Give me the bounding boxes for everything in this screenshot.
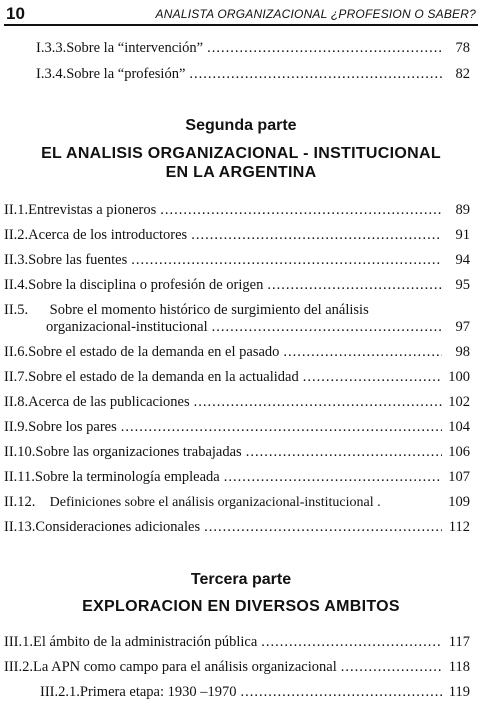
leader-dots: [131, 252, 442, 269]
toc-entry: [36, 66, 446, 83]
toc-entry-page: 98: [455, 344, 470, 360]
leader-dots: [189, 66, 442, 83]
leader-dots: [121, 419, 442, 436]
toc-entry-title: La APN como campo para el análisis organizacional: [33, 659, 337, 675]
toc-entry: [4, 469, 446, 486]
toc-entry-number: II.4.: [4, 277, 29, 293]
leader-dots: [194, 394, 442, 411]
page-number: 10: [6, 4, 25, 23]
toc-entry: [4, 202, 446, 219]
leader-dots: [283, 344, 442, 361]
toc-entry-page: 95: [455, 277, 470, 293]
toc-entry-title: Sobre la “profesión”: [66, 66, 186, 82]
toc-entry-page: 97: [455, 319, 470, 335]
toc-entry-title: Definiciones sobre el análisis organizacional-institucional .: [49, 495, 381, 510]
toc-entry-title: Entrevistas a pioneros: [28, 202, 157, 218]
toc-entry-title: Sobre los pares: [28, 419, 117, 435]
leader-dots: [267, 277, 442, 294]
leader-dots: [160, 202, 442, 219]
toc-entry-page: 118: [448, 659, 470, 675]
part-label: Tercera parte: [190, 571, 292, 588]
leader-dots: [241, 684, 442, 701]
part-title: EL ANALISIS ORGANIZACIONAL - INSTITUCIONAL: [41, 145, 441, 162]
leader-dots: [191, 227, 442, 244]
toc-entry-page: 117: [448, 634, 470, 650]
toc-entry: [4, 634, 446, 651]
part-label: Segunda parte: [185, 117, 297, 134]
leader-dots: [204, 519, 442, 536]
toc-entry: [4, 494, 381, 511]
toc-entry-title: Sobre las organizaciones trabajadas: [35, 444, 242, 460]
toc-entry-title: Acerca de las publicaciones: [28, 394, 190, 410]
toc-entry: [4, 419, 446, 436]
toc-entry: [4, 227, 446, 244]
leader-dots: [341, 659, 442, 676]
toc-entry-title: Sobre el estado de la demanda en la actualidad: [28, 369, 299, 385]
leader-dots: [246, 444, 442, 461]
part-title-continued: EN LA ARGENTINA: [165, 164, 317, 181]
toc-entry: [40, 684, 446, 701]
leader-dots: [212, 319, 442, 336]
toc-entry-title: Sobre el momento histórico de surgimiento del análisis: [49, 302, 369, 318]
toc-entry-page: 104: [448, 419, 470, 435]
toc-entry-number: II.10.: [4, 444, 36, 460]
toc-entry: [4, 444, 446, 461]
toc-entry-number: II.12.: [4, 494, 36, 510]
toc-entry-number: II.7.: [4, 369, 29, 385]
toc-entry: [4, 519, 446, 536]
toc-entry-continuation: [46, 319, 446, 336]
toc-entry: [4, 252, 446, 269]
toc-entry-title: Acerca de los introductores: [28, 227, 188, 243]
running-title: ANALISTA ORGANIZACIONAL ¿PROFESION O SABER?: [155, 7, 476, 21]
toc-entry-number: I.3.4.: [36, 66, 67, 82]
toc-entry: [4, 277, 446, 294]
leader-dots: [224, 469, 442, 486]
toc-entry-number: III.2.1.: [40, 684, 80, 700]
toc-entry-number: III.1.: [4, 634, 33, 650]
running-header: [4, 4, 478, 26]
toc-entry-number: II.8.: [4, 394, 29, 410]
toc-entry: [4, 659, 446, 676]
toc-entry-number: II.5.: [4, 302, 29, 318]
toc-entry: [4, 394, 446, 411]
toc-entry-page: 119: [448, 684, 470, 700]
toc-entry-number: III.2.: [4, 659, 33, 675]
toc-entry-number: I.3.3.: [36, 40, 67, 56]
toc-entry: [4, 344, 446, 361]
toc-entry: [4, 369, 446, 386]
toc-entry-number: II.9.: [4, 419, 29, 435]
toc-entry-page: 89: [455, 202, 470, 218]
toc-entry-number: II.11.: [4, 469, 35, 485]
toc-entry-title: Sobre la “intervención”: [66, 40, 204, 56]
leader-dots: [303, 369, 442, 386]
toc-entry-title: Sobre las fuentes: [28, 252, 128, 268]
toc-entry-page: 78: [455, 40, 470, 56]
toc-entry-title: Sobre la disciplina o profesión de origen: [28, 277, 264, 293]
toc-entry-title-continued: organizacional-institucional: [46, 319, 208, 335]
toc-entry-number: II.2.: [4, 227, 29, 243]
toc-entry-page: 100: [448, 369, 470, 385]
toc-entry-page: 109: [448, 494, 470, 510]
toc-entry-title: Sobre la terminología empleada: [34, 469, 220, 485]
leader-dots: [207, 40, 442, 57]
toc-entry-number: II.3.: [4, 252, 29, 268]
toc-entry-title: El ámbito de la administración pública: [33, 634, 258, 650]
toc-entry-number: II.13.: [4, 519, 36, 535]
toc-entry: [4, 302, 369, 319]
toc-entry-page: 102: [448, 394, 470, 410]
toc-entry-title: Consideraciones adicionales: [35, 519, 201, 535]
toc-entry-page: 112: [448, 519, 470, 535]
leader-dots: [261, 634, 442, 651]
toc-entry-page: 107: [448, 469, 470, 485]
toc-entry-page: 91: [455, 227, 470, 243]
toc-entry-title: Primera etapa: 1930 –1970: [79, 684, 237, 700]
toc-entry-number: II.6.: [4, 344, 29, 360]
toc-entry-number: II.1.: [4, 202, 29, 218]
toc-entry-page: 106: [448, 444, 470, 460]
toc-entry-page: 82: [455, 66, 470, 82]
toc-entry-title: Sobre el estado de la demanda en el pasado: [28, 344, 280, 360]
toc-entry: [36, 40, 446, 57]
part-title: EXPLORACION EN DIVERSOS AMBITOS: [82, 598, 400, 615]
toc-entry-page: 94: [455, 252, 470, 268]
